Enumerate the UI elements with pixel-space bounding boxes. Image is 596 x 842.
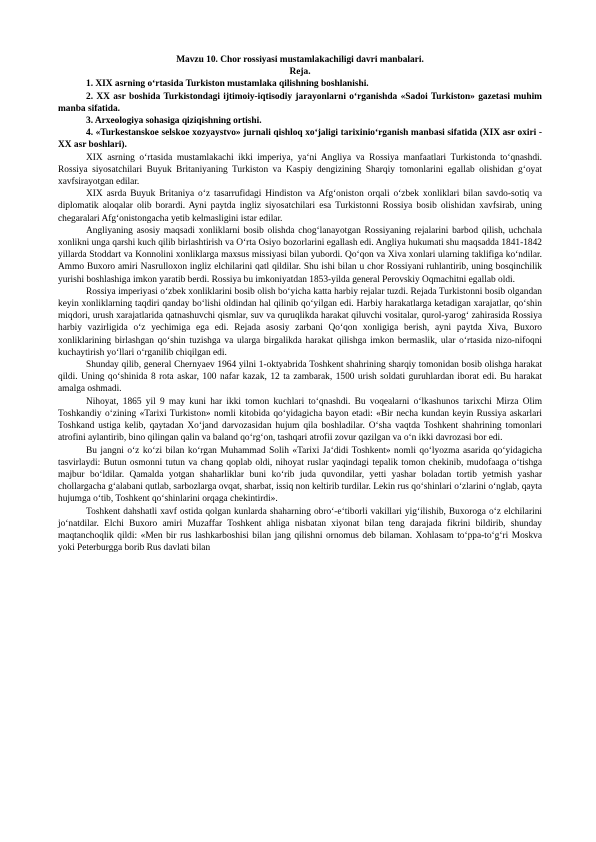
paragraph: XIX asrda Buyuk Britaniya o‘z tasarrufidagi Hindiston va Afg‘oniston orqali o‘zbek xonliklari bilan savdo-sotiq va diplomatik aloqalar olib borardi. Ayni paytda ingliz siyosatchilari esa Turkistonni Rossiya bosib olishidan xavfsirab, uning chegaralari Afg‘onistongacha yetib kelmasligini istar edilar. — [58, 189, 542, 224]
paragraph: XIX asrning o‘rtasida mustamlakachi ikki imperiya, ya‘ni Angliya va Rossiya manfaatlari Turkistonda to‘qnashdi. Rossiya siyosatchilari Buyuk Britaniyaning Turkiston va Kaspiy dengizining Sharqiy tomonlarini egallab olishidan g‘oyat xavfsirayotgan edilar. — [58, 152, 542, 188]
paragraph: Rossiya imperiyasi o‘zbek xonliklarini bosib olish bo‘yicha katta harbiy rejalar tuzdi. Rejada Turkistonni bosib olgandan keyin xonliklarning taqdiri qanday bo‘lishi oldindan hal qilinib qo‘yilgan edi. Harbiy harakatlarga ketadigan xarajatlar, qo‘shin miqdori, urush xarajatlarida qatnashuvchi qismlar, suv va quruqlikda harakat qiluvchi vositalar, qurol-yarog‘ zahirasida Rossiya harbiy vazirligida o‘z yechimiga ega edi. Rejada asosiy zarbani Qo‘qon xonligiga berish, ayni paytda Xiva, Buxoro xonliklarining birlashgan qo‘shin tuzishga va ularga birgalikda harakat qilishga imkon bermaslik, ular o‘rtasida nizo-nifoqni kuchaytirish yo‘llari o‘rganilib chiqilgan edi. — [58, 286, 542, 358]
paragraph: Angliyaning asosiy maqsadi xonliklarni bosib olishda chog‘lanayotgan Rossiyaning rejalarini barbod qilish, uchchala xonlikni unga qarshi kuch qilib birlashtirish va O‘rta Osiyo bozorlarini egallash edi. Angliya hukumati shu maqsadda 1841-1842 yillarda Stoddart va Konnolini xonliklarga maxsus missiyasi bilan yubordi. Qo‘qon va Xiva xonlari ularning taklifiga ko‘ndilar. Ammo Buxoro amiri Nasrulloxon ingliz elchilarini qatl qildilar. Shu ishi bilan u chor Rossiyani ruhlantirib, uning bosqinchilik yurishi boshlashiga imkon yaratib berdi. Rossiya bu imkoniyatdan 1853-yilda general Perovskiy Oqmachitni egallab oldi. — [58, 225, 542, 285]
paragraph: Toshkent dahshatli xavf ostida qolgan kunlarda shaharning obro‘-e‘tiborli vakillari yig‘ilishib, Buxoroga o‘z elchilarini jo‘natdilar. Elchi Buxoro amiri Muzaffar Toshkent ahliga nisbatan xiyonat bilan teng darajada fikrini bildirib, shunday maqtanchoqlik qildi: «Men bir rus lashkarboshisi bilan jang qilishni ornomus deb bilaman. Xohlasam to‘ppa-to‘g‘ri Moskva yoki Peterburgga borib Rus davlati bilan — [58, 506, 542, 554]
plan-item-2: 2. XX asr boshida Turkistondagi ijtimoiy-iqtisodiy jarayonlarni o‘rganishda «Sadoi Turkiston» gazetasi muhim manba sifatida. — [58, 91, 542, 114]
plan-item-3: 3. Arxeologiya sohasiga qiziqishning ortishi. — [86, 116, 262, 127]
plan-item-4: 4. «Turkestanskoe selskoe xozyaystvo» jurnali qishloq xo‘jaligi tarixinio‘rganish manbasi sifatida (XIX asr oxiri - XX asr boshlari). — [58, 128, 542, 151]
paragraph: Shunday qilib, general Chernyaev 1964 yilni 1-oktyabrida Toshkent shahrining sharqiy tomonidan bosib olishga harakat qildi. Uning qo‘shinida 8 rota askar, 100 nafar kazak, 12 ta zambarak, 1500 urish soldati guruhlardan iborat edi. Bu harakat amalga oshmadi. — [58, 360, 542, 395]
plan-label: Reja. — [289, 67, 311, 78]
plan-item-1: 1. XIX asrning o‘rtasida Turkiston mustamlaka qilishning boshlanishi. — [86, 79, 369, 90]
document-page — [58, 54, 542, 554]
paragraph: Nihoyat, 1865 yil 9 may kuni har ikki tomon kuchlari to‘qnashdi. Bu voqealarni o‘lkashunos tarixchi Mirza Olim Toshkandiy o‘zining «Tarixi Turkiston» nomli kitobida qo‘yidagicha bayon etadi: «Bir necha kundan keyin Russiya askarlari Toshkand ustiga kelib, qaytadan Xo‘jand darvozasidan hujum qila boshladilar. O‘sha vaqtda Toshkent shahrining tomonlari atrofini aylantirib, bino qilingan qalin va baland qo‘rg‘on, tashqari atrofii zovur qazilgan va o‘n ikki davrozasi bor edi. — [58, 396, 542, 444]
document-title: Mavzu 10. Chor rossiyasi mustamlakachiligi davri manbalari. — [176, 55, 424, 65]
paragraph: Bu jangni o‘z ko‘zi bilan ko‘rgan Muhammad Solih «Tarixi Ja‘didi Toshkent» nomli qo‘lyozma asarida qo‘yidagicha tasvirlaydi: Butun osmonni tutun va chang qoplab oldi, nihoyat ruslar yaqindagi tepalik tomon chekinib, mudofaaga o‘tishga majbur bo‘ldilar. Qamalda yotgan shaharliklar buni ko‘rib juda quvondilar, yetti yashar boladan tortib yetmish yashar chollargacha g‘alabani qutlab, sarbozlarga ovqat, sharbat, issiq non keltirib turdilar. Lekin rus qo‘shinlari o‘zlarini o‘nglab, qayta hujumga o‘tib, Toshkent qo‘shinlarini orqaga chekintirdi». — [58, 445, 542, 505]
